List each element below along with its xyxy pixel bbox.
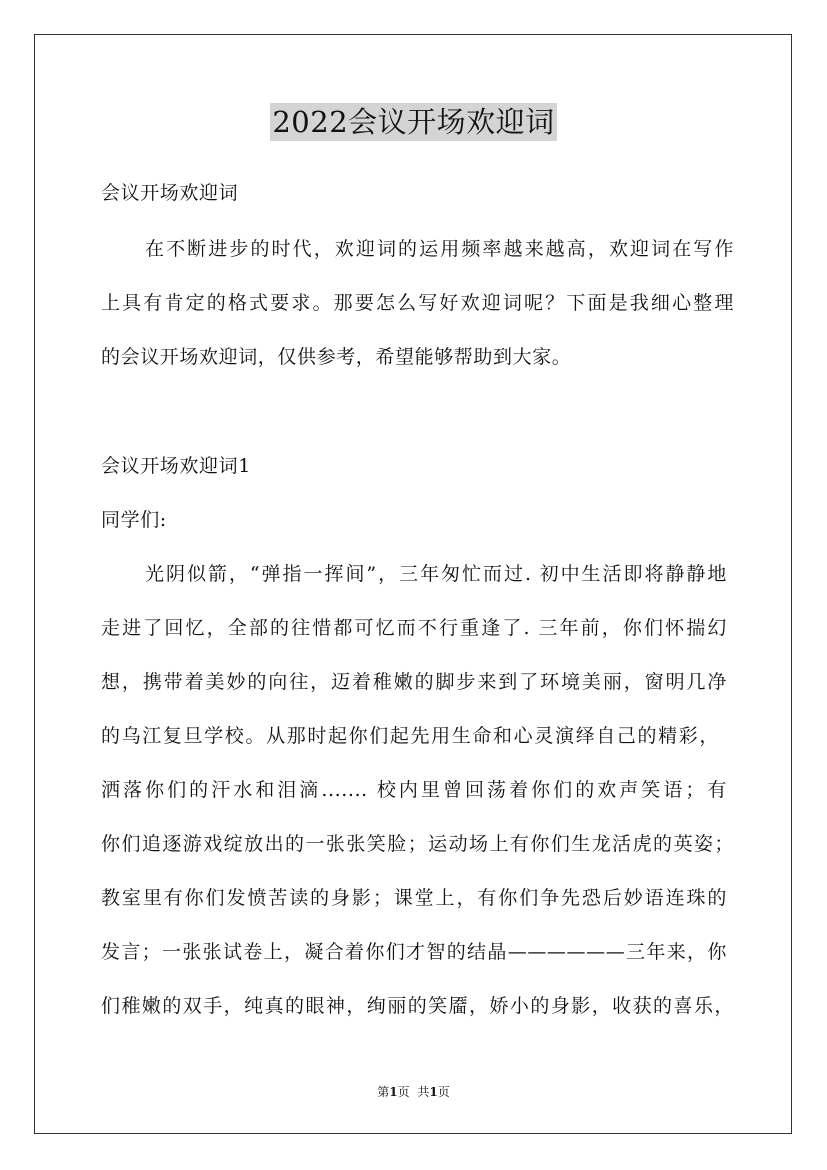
body-line-4: 的乌江复旦学校。从那时起你们起先用生命和心灵演绎自己的精彩，	[101, 725, 719, 747]
title-wrap	[0, 103, 827, 141]
footer-total-prefix: 共	[417, 1085, 430, 1099]
salutation: 同学们:	[101, 509, 167, 531]
intro-line-3: 的会议开场欢迎词，仅供参考，希望能够帮助到大家。	[101, 346, 572, 368]
document-heading: 会议开场欢迎词	[101, 182, 239, 204]
intro-line-1: 在不断进步的时代，欢迎词的运用频率越来越高，欢迎词在写作	[145, 238, 734, 260]
body-line-7: 教室里有你们发愤苦读的身影；课堂上，有你们争先恐后妙语连珠的	[101, 887, 727, 909]
footer-page-prefix: 第	[377, 1085, 390, 1099]
body-line-1: 光阴似箭，“弹指一挥间”，三年匆忙而过. 初中生活即将静静地	[145, 563, 727, 585]
page-footer	[0, 1084, 827, 1100]
body-line-6: 你们追逐游戏绽放出的一张张笑脸；运动场上有你们生龙活虎的英姿；	[101, 833, 734, 855]
footer-total-suffix: 页	[437, 1085, 450, 1099]
footer-total-number: 1	[429, 1085, 438, 1099]
footer-page-suffix: 页	[397, 1085, 410, 1099]
body-line-8: 发言；一张张试卷上，凝合着你们才智的结晶——————三年来，你	[101, 941, 727, 963]
body-line-9: 们稚嫩的双手，纯真的眼神，绚丽的笑靥，娇小的身影，收获的喜乐，	[101, 995, 734, 1017]
intro-line-2: 上具有肯定的格式要求。那要怎么写好欢迎词呢？下面是我细心整理	[101, 292, 734, 314]
document-title: 2022会议开场欢迎词	[272, 105, 555, 139]
body-line-3: 想，携带着美妙的向往，迈着稚嫩的脚步来到了环境美丽，窗明几净	[101, 671, 727, 693]
body-line-5: 洒落你们的汗水和泪滴....... 校内里曾回荡着你们的欢声笑语；有	[101, 779, 727, 801]
footer-page-number: 1	[389, 1085, 398, 1099]
body-line-2: 走进了回忆，全部的往惜都可忆而不行重逢了. 三年前，你们怀揣幻	[101, 617, 727, 639]
section-title: 会议开场欢迎词1	[101, 455, 251, 477]
